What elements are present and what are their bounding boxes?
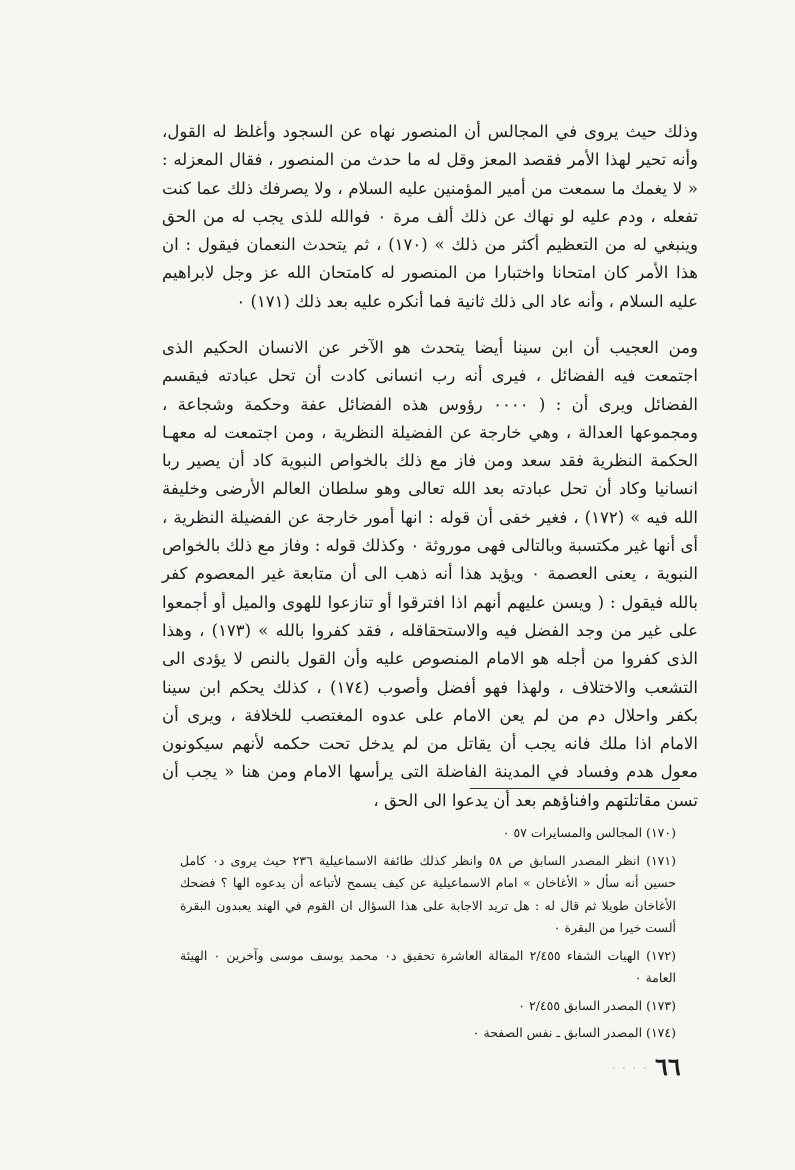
body-paragraph-1	[162, 118, 698, 316]
paragraph-text: وذلك حيث يروى في المجالس أن المنصور نهاه عن السجود وأغلظ له القول، وأنه تحير لهذا الأمر فقصد المعز وقل له ما حدث من المنصور ، فقال المعزله : « لا يغمك ما سمعت من أمير المؤمنين عليه السلام ، ولا يصرفك ذلك عما كنت تفعله ، ودم عليه لو نهاك عن ذلك ألف مرة ٠ فوالله للذى يجب له من الحق وينبغي له من التعظيم أكثر من ذلك » (١٧٠) ، ثم يتحدث النعمان فيقول : ان هذا الأمر كان امتحانا واختبارا من المنصور له كامتحان الله عز وجل لابراهيم عليه السلام ، وأنه عاد الى ذلك ثانية فما أنكره عليه بعد ذلك (١٧١) ٠	[162, 122, 698, 311]
decorative-dots: · · · ·	[612, 1064, 649, 1075]
footnote-172: (١٧٢) الهيات الشفاء ٢/٤٥٥ المقالة العاشرة تحقيق د٠ محمد يوسف موسى وآخرين ٠ الهيئة العامة ٠	[180, 947, 676, 985]
page-number: ٦٦	[655, 1052, 681, 1081]
footnote-174: (١٧٤) المصدر السابق ـ نفس الصفحة ٠	[472, 1025, 676, 1040]
footnote-divider	[470, 788, 680, 789]
footnotes	[180, 822, 692, 1050]
footnote-173: (١٧٣) المصدر السابق ٢/٤٥٥ ٠	[518, 997, 676, 1013]
footnote-170: (١٧٠) المجالس والمسايرات ٥٧ ٠	[502, 825, 676, 840]
footnote-171: (١٧١) انظر المصدر السابق ص ٥٨ وانظر كذلك طائفة الاسماعيلية ٢٣٦ حيث يروى د٠ كامل حسين أنه سأل « الأغاخان » امام الاسماعيلية عن كيف يسمح لأتباعه أن يدعوه الها ؟ فضحك الأغاخان طويلا ثم قال له : هل تريد الاجابة على هذا السؤال ان القوم في الهند يعبدون البقرة ألست خيرا من البقرة ٠	[180, 852, 676, 935]
body-paragraph-2	[162, 334, 698, 815]
paragraph-text: ومن العجيب أن ابن سينا أيضا يتحدث هو الآخر عن الانسان الحكيم الذى اجتمعت فيه الفضائل ، فيرى أنه رب انسانى كادت أن تحل عبادته فيقسم الفضائل ويرى أن : ( ٠٠٠٠ رؤوس هذه الفضائل عفة وحكمة وشجاعة ، ومجموعها العدالة ، وهي خارجة عن الفضيلة النظرية ، ومن اجتمعت له معهـا الحكمة النظرية فقد سعد ومن فاز مع ذلك بالخواص النبوية كاد أن يصير ربا انسانيا وكاد أن تحل عبادته بعد الله تعالى وهو سلطان العالم الأرضى وخليفة الله فيه » (١٧٢) ، فغير خفى أن قوله : انها أمور خارجة عن الفضيلة النظرية ، أى أنها غير مكتسبة وبالتالى فهى موروثة ٠ وكذلك قوله : وفاز مع ذلك بالخواص النبوية ، يعنى العصمة ٠ ويؤيد هذا أنه ذهب الى أن متابعة غير المعصوم كفر بالله فيقول : ( ويسن عليهم أنهم اذا افترقوا أو تنازعوا للهوى والميل أو أجمعوا على غير من وجد الفضل فيه والاستحقاقله ، فقد كفروا بالله » (١٧٣) ، وهذا الذى كفروا من أجله هو الامام المنصوص عليه وأن القول بالنص لا يؤدى الى التشعب والاختلاف ، ولهذا فهو أفضل وأصوب (١٧٤) ، كذلك يحكم ابن سينا بكفر واحلال دم من لم يعن الامام على عدوه المغتصب للخلافة ، ويرى أن الامام اذا ملك فانه يجب أن يقاتل من لم يدخل تحت حكمه لأنهم سيكونون معول هدم وفساد في المدينة الفاضلة التى يرأسها الامام ومن هنا « يجب أن تسن مقاتلتهم وافناؤهم بعد أن يدعوا الى الحق ،	[162, 338, 698, 810]
